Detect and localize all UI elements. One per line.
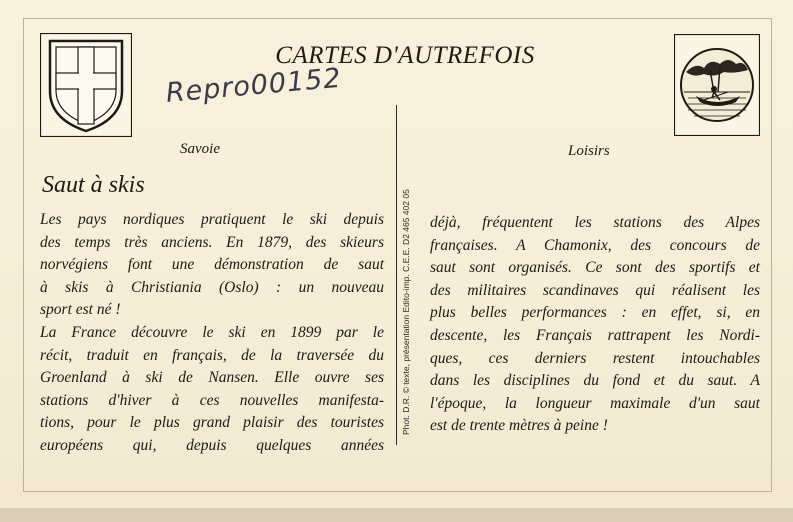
text-line: à skis à Christiania (Oslo) : un nouveau [40, 278, 384, 296]
text-line: récit, traduit en français, de la traversée du [40, 346, 384, 364]
text-line: sport est né ! [40, 301, 121, 319]
article-text-left-column [40, 209, 384, 458]
rowing-boat-vignette-icon [674, 34, 760, 136]
column-divider [396, 105, 397, 445]
text-line: françaises. A Chamonix, des concours de [430, 236, 760, 254]
text-line: Groenland à ski de Nansen. Elle ouvre ses [40, 369, 384, 387]
text-line: Les pays nordiques pratiquent le ski depuis [40, 211, 384, 228]
text-line: déjà, fréquentent les stations des Alpes [430, 214, 760, 231]
text-line: norvégiens font une démonstration de saut [40, 256, 384, 274]
text-line: des temps très anciens. En 1879, des skieurs [40, 233, 384, 251]
handwritten-reference: Repro00152 [164, 62, 343, 109]
text-line: l'époque, la longueur maximale d'un saut [430, 394, 760, 412]
text-line: européens qui, depuis quelques années [40, 436, 384, 454]
text-line: La France découvre le ski en 1899 par le [40, 323, 384, 341]
savoy-cross-shield-icon [40, 33, 132, 137]
text-line: dans les disciplines du fond et du saut. A [430, 372, 760, 390]
text-line: descente, les Français rattrapent les Nordi- [430, 326, 760, 344]
article-title: Saut à skis [42, 172, 145, 198]
series-title: CARTES D'AUTREFOIS [275, 42, 535, 69]
theme-label: Loisirs [568, 143, 610, 159]
text-line: stations d'hiver à ces nouvelles manifesta- [40, 391, 384, 409]
print-credits: Phot. D.R. © texte, présentation Edito-imp. C.E.E. D2 465 402 05 [401, 189, 411, 435]
text-line: des militaires scandinaves qui réalisent les [430, 281, 760, 299]
text-line: plus belles performances : en effet, si, en [430, 304, 760, 322]
text-line: saut sont organisés. Ce sont des sportifs et [430, 259, 760, 277]
region-label: Savoie [180, 141, 220, 157]
article-text-right-column [430, 212, 760, 438]
text-line: ques, ces derniers restent intouchables [430, 349, 760, 367]
text-line: est de trente mètres à peine ! [430, 417, 608, 435]
scan-edge [0, 508, 793, 522]
text-line: tions, pour le plus grand plaisir des touristes [40, 414, 384, 432]
